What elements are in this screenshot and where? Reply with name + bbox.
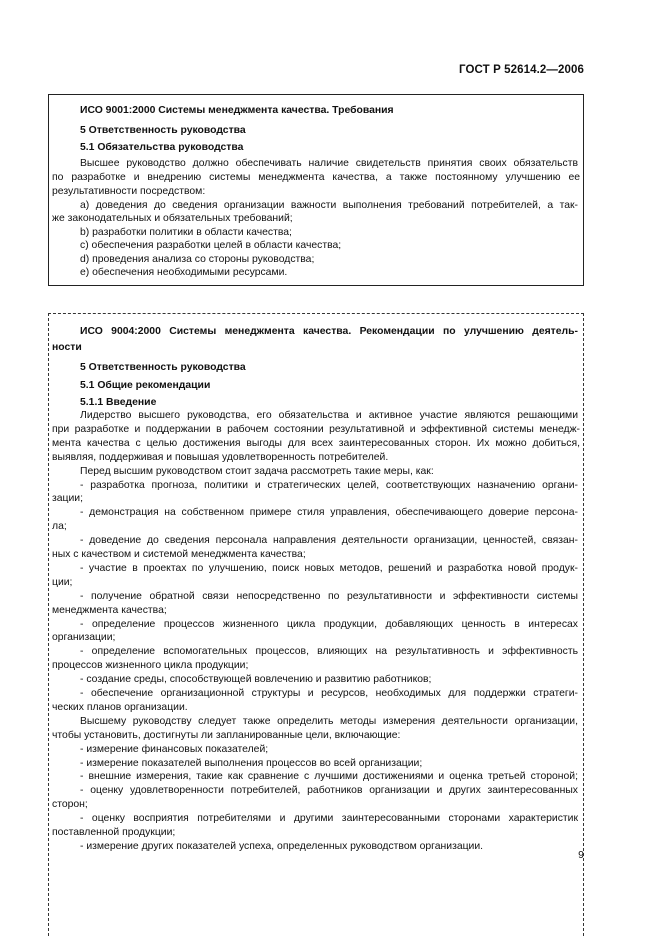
iso9004-body-line: - определение процессов жизненного цикла продукции, добавляющих ценность в интересах <box>80 618 578 630</box>
iso9001-item-d: d) проведения анализа со стороны руководства; <box>80 254 315 265</box>
iso9004-title: ИСО 9004:2000 Системы менеджмента качества. Рекомендации по улучшению деятель- <box>80 326 578 337</box>
iso9004-body-line: Перед высшим руководством стоит задача рассмотреть такие меры, как: <box>80 465 434 477</box>
iso9004-body-line: организации; <box>52 632 116 644</box>
iso9004-body-line: мента качества с целью достижения выгоды для всех заинтересованных сторон. Их можно добиться, <box>52 437 580 449</box>
iso9004-body-line: ции; <box>52 576 73 588</box>
iso9004-body-line: - участие в проектах по улучшению, поиск новых методов, решений и разработка новой продук- <box>80 562 578 574</box>
iso9004-body-line: - демонстрация на собственном примере стиля управления, обеспечивающего доверие персона- <box>80 507 578 519</box>
iso9004-body-line: выявляя, поддерживая и повышая удовлетворенность потребителей. <box>52 451 389 463</box>
iso9004-body-line: Высшему руководству следует также определить методы измерения деятельности организации, <box>80 715 578 727</box>
iso9004-subsection: 5.1 Общие рекомендации <box>80 380 211 391</box>
iso9001-para-line: по разработке и внедрению системы менеджмента качества, а также постоянному улучшению ее <box>52 172 580 183</box>
iso9004-body-line: поставленной продукции; <box>52 827 176 838</box>
iso9004-body-line: - получение обратной связи непосредственно по результативности и эффективности системы <box>80 590 578 602</box>
iso9004-body-line: - создание среды, способствующей вовлечению и развитию работников; <box>80 674 432 686</box>
iso9001-item-a-cont: же законодательных и обязательных требований; <box>52 213 293 224</box>
iso9004-subsubsection: 5.1.1 Введение <box>80 397 157 408</box>
iso9001-item-c: с) обеспечения разработки целей в области качества; <box>80 240 342 251</box>
iso9004-body-line: - разработка прогноза, политики и стратегических целей, соответствующих назначению органи- <box>80 479 578 491</box>
iso9004-body-line: - доведение до сведения персонала направления деятельности организации, ценностей, связан- <box>80 535 578 547</box>
iso9004-body-line: - измерение финансовых показателей; <box>80 743 269 755</box>
iso9004-title-cont: ности <box>52 342 82 353</box>
iso9004-body-line: чтобы установить, достигнуты ли запланированные цели, включающие: <box>52 729 401 741</box>
iso9004-body-line: при разработке и поддержании в рабочем состоянии результативной и эффективной системы менедж- <box>52 423 580 435</box>
iso9001-item-e: е) обеспечения необходимыми ресурсами. <box>80 267 288 278</box>
iso9004-section: 5 Ответственность руководства <box>80 362 246 373</box>
iso9004-body-line: - оценку удовлетворенности потребителей, работников организации и других заинтересованных <box>80 785 578 797</box>
standard-header: ГОСТ Р 52614.2—2006 <box>459 64 584 76</box>
iso9004-body-line: Лидерство высшего руководства, его обязательства и активное участие являются решающими <box>80 410 578 421</box>
iso9001-item-a: а) доведения до сведения организации важности выполнения требований потребителей, а так- <box>80 200 578 211</box>
iso9004-body-line: процессов жизненного цикла продукции; <box>52 660 249 672</box>
iso9004-body-line: - внешние измерения, такие как сравнение с лучшими достижениями и оценка третьей стороной; <box>80 771 578 783</box>
iso9004-body-line: ческих планов организации. <box>52 701 188 713</box>
iso9004-body-line: менеджмента качества; <box>52 604 167 616</box>
page-number: 9 <box>578 849 584 861</box>
iso9004-body-line: сторон; <box>52 799 88 811</box>
iso9001-title: ИСО 9001:2000 Системы менеджмента качества. Требования <box>80 105 394 116</box>
iso9001-subsection: 5.1 Обязательства руководства <box>80 142 244 153</box>
iso9001-item-b: b) разработки политики в области качества; <box>80 227 292 238</box>
iso9004-body-line: ла; <box>52 521 67 533</box>
iso9004-body-line: - измерение других показателей успеха, определенных руководством организации. <box>80 840 484 852</box>
iso9004-body-line: - измерение показателей выполнения процессов во всей организации; <box>80 757 423 769</box>
iso9001-para-line: Высшее руководство должно обеспечивать наличие свидетельств принятия своих обязательств <box>80 158 578 169</box>
iso9004-body-line: - оценку восприятия потребителями и другими заинтересованными сторонами характеристик <box>80 813 578 825</box>
iso9004-body-line: - определение вспомогательных процессов, влияющих на результативность и эффективность <box>80 646 578 658</box>
iso9001-section: 5 Ответственность руководства <box>80 125 246 136</box>
iso9004-body-line: - обеспечение организационной структуры и ресурсов, необходимых для поддержки стратеги- <box>80 688 578 699</box>
iso9004-body-line: зации; <box>52 493 83 505</box>
iso9001-para-line: результативности посредством: <box>52 186 206 197</box>
iso9004-body-line: ных с качеством и системой менеджмента качества; <box>52 549 306 560</box>
